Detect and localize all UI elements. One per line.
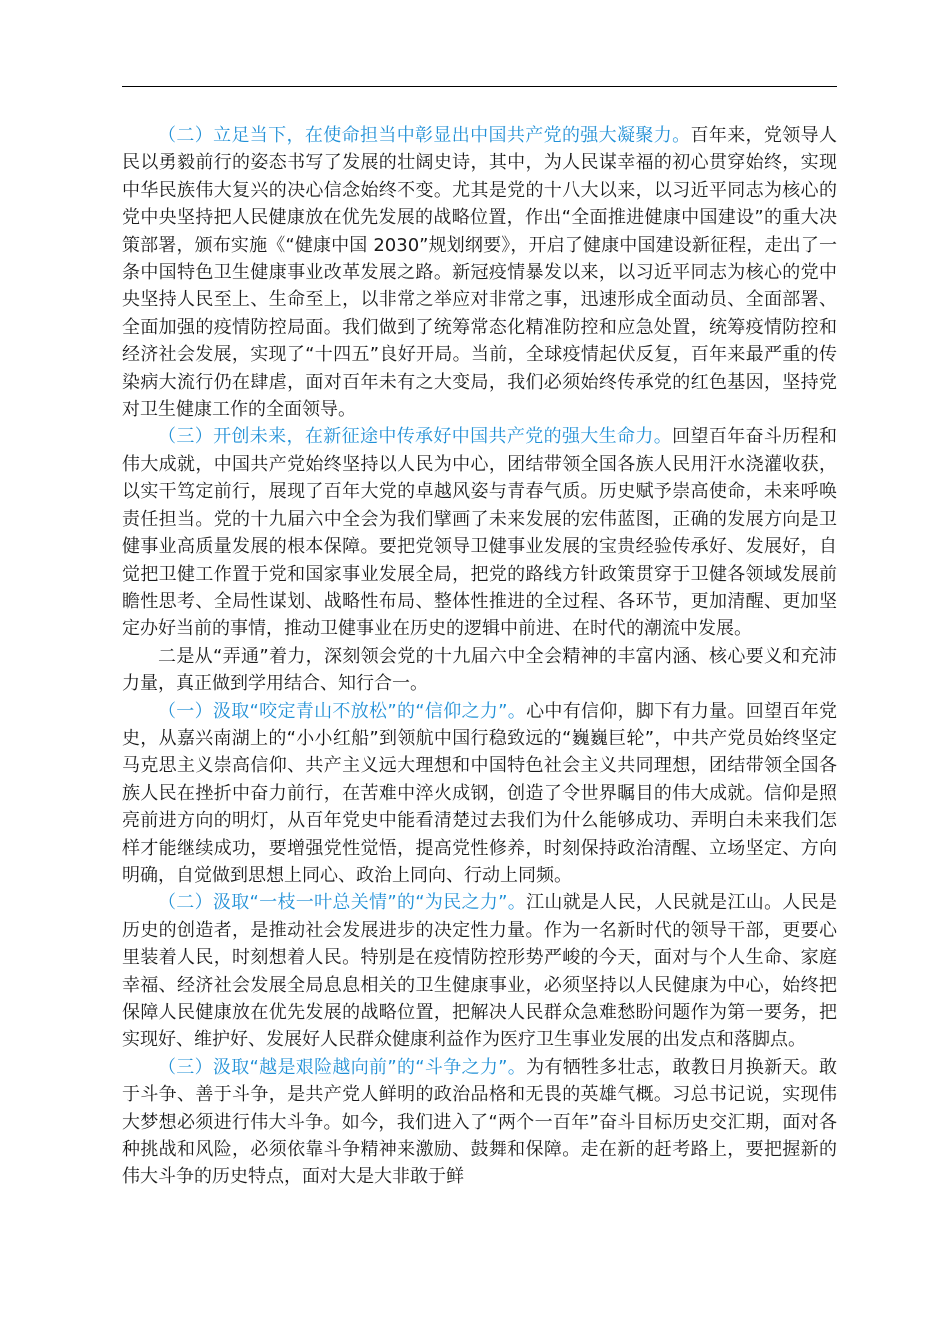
paragraph-text: 心中有信仰，脚下有力量。回望百年党史，从嘉兴南湖上的“小小红船”到领航中国行稳致远的“巍巍巨轮”，中共产党员始终坚定马克思主义崇高信仰、共产主义远大理想和中国特色社会主义共同理想，团结带领全国各族人民在挫折中奋力前行，在苦难中淬火成钢，创造了令世界瞩目的伟大成就。信仰是照亮前进方向的明灯，从百年党史中能看清楚过去我们为什么能够成功、弄明白未来我们怎样才能继续成功，要增强党性觉悟，提高党性修养，时刻保持政治清醒、立场坚定、方向明确，自觉做到思想上同心、政治上同向、行动上同频。 (122, 700, 837, 886)
section-heading: （三）汲取“越是艰险越向前”的“斗争之力”。 (158, 1056, 527, 1078)
paragraph-second-point (122, 643, 837, 698)
paragraph-text: 江山就是人民，人民就是江山。人民是历史的创造者，是推动社会发展进步的决定性力量。作为一名新时代的领导干部，更要心里装着人民，时刻想着人民。特别是在疫情防控形势严峻的今天，面对与个人生命、家庭幸福、经济社会发展全局息息相关的卫生健康事业，必须坚持以人民健康为中心，始终把保障人民健康放在优先发展的战略位置，把解决人民群众急难愁盼问题作为第一要务，把实现好、维护好、发展好人民群众健康利益作为医疗卫生事业发展的出发点和落脚点。 (122, 892, 837, 1051)
paragraph-text: 为有牺牲多壮志，敢教日月换新天。敢于斗争、善于斗争，是共产党人鲜明的政治品格和无畏的英雄气概。习总书记说，实现伟大梦想必须进行伟大斗争。如今，我们进入了“两个一百年”奋斗目标历史交汇期，面对各种挑战和风险，必须依靠斗争精神来激励、鼓舞和保障。走在新的赶考路上，要把握新的伟大斗争的历史特点，面对大是大非敢于鲜 (122, 1056, 837, 1188)
section-heading: （二）汲取“一枝一叶总关情”的“为民之力”。 (158, 892, 527, 914)
paragraph-text: 二是从“弄通”着力，深刻领会党的十九届六中全会精神的丰富内涵、核心要义和充沛力量，真正做到学用结合、知行合一。 (122, 645, 837, 695)
paragraph-standing-in-present (122, 122, 837, 423)
section-heading: （一）汲取“咬定青山不放松”的“信仰之力”。 (158, 700, 527, 722)
paragraph-people-power (122, 889, 837, 1053)
paragraph-faith-power (122, 698, 837, 890)
paragraph-text: 百年来，党领导人民以勇毅前行的姿态书写了发展的壮阔史诗，其中，为人民谋幸福的初心贯穿始终，实现中华民族伟大复兴的决心信念始终不变。尤其是党的十八大以来，以习近平同志为核心的党中央坚持把人民健康放在优先发展的战略位置，作出“全面推进健康中国建设”的重大决策部署，颁布实施《“健康中国 2030”规划纲要》，开启了健康中国建设新征程，走出了一条中国特色卫生健康事业改革发展之路。新冠疫情暴发以来，以习近平同志为核心的党中央坚持人民至上、生命至上，以非常之举应对非常之事，迅速形成全面动员、全面部署、全面加强的疫情防控局面。我们做到了统筹常态化精准防控和应急处置，统筹疫情防控和经济社会发展，实现了“十四五”良好开局。当前，全球疫情起伏反复，百年来最严重的传染病大流行仍在肆虐，面对百年未有之大变局，我们必须始终传承党的红色基因，坚持党对卫生健康工作的全面领导。 (122, 125, 837, 421)
header-rule (122, 86, 837, 87)
section-heading: （三）开创未来，在新征途中传承好中国共产党的强大生命力。 (158, 426, 673, 448)
section-heading: （二）立足当下，在使命担当中彰显出中国共产党的强大凝聚力。 (158, 125, 691, 146)
paragraph-text: 回望百年奋斗历程和伟大成就，中国共产党始终坚持以人民为中心，团结带领全国各族人民用汗水浇灌收获，以实干笃定前行，展现了百年大党的卓越风姿与青春气质。历史赋予崇高使命，未来呼唤责任担当。党的十九届六中全会为我们擘画了未来发展的宏伟蓝图，正确的发展方向是卫健事业高质量发展的根本保障。要把党领导卫健事业发展的宝贵经验传承好、发展好，自觉把卫健工作置于党和国家事业发展全局，把党的路线方针政策贯穿于卫健各领域发展前瞻性思考、全局性谋划、战略性布局、整体性推进的全过程、各环节，更加清醒、更加坚定办好当前的事情，推动卫健事业在历史的逻辑中前进、在时代的潮流中发展。 (122, 426, 837, 640)
paragraph-creating-future (122, 423, 837, 642)
document-body (122, 122, 837, 1191)
paragraph-struggle-power (122, 1054, 837, 1191)
